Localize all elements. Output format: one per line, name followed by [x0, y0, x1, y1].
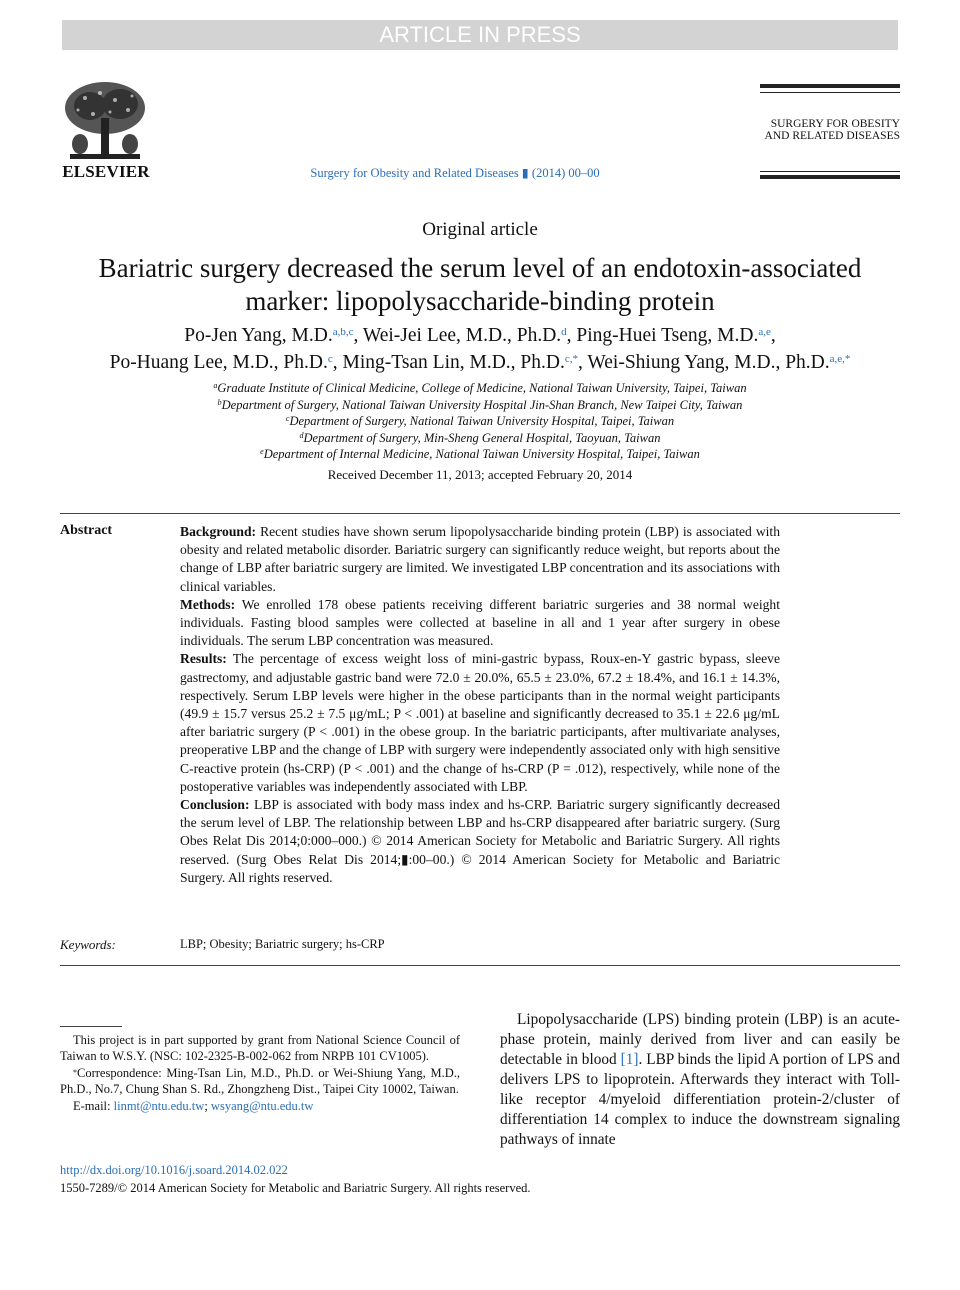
journal-title-line: SURGERY FOR OBESITY: [770, 118, 900, 130]
affiliations: [60, 380, 900, 463]
author-name: Ming-Tsan Lin, M.D., Ph.D.: [342, 352, 565, 373]
journal-citation-link[interactable]: Surgery for Obesity and Related Diseases ▮ (2014) 00–00: [310, 166, 600, 180]
masthead-rule: [760, 171, 900, 172]
body-paragraph: Lipopolysaccharide (LPS) binding protein (LBP) is an acute-phase protein, mainly derived from liver and can easily be detectable in blood [1]. LBP binds the lipid A portion of LPS and delivers LPS to lipoprotein. Afterwards they interact with Toll-like receptor 4/myeloid differentiation protein-2/cluster of differentiation 14 complex to induce the downstream signaling pathways of innate: [500, 1011, 900, 1148]
doi-link[interactable]: http://dx.doi.org/10.1016/j.soard.2014.02.022: [60, 1163, 288, 1177]
received-dates: Received December 11, 2013; accepted February 20, 2014: [327, 467, 633, 482]
author-line: Po-Huang Lee, M.D., Ph.D.$^c$, Ming-Tsan Lin, M.D., Ph.D.$^{c,*}$, Wei-Shiung Yang, M.D., Ph.D.$^{a,e,*}$: [109, 352, 851, 373]
article-type: Original article: [422, 219, 538, 240]
affiliation: $^e$Department of Internal Medicine, National Taiwan University Hospital, Taipei, Taiwan: [260, 447, 700, 462]
abstract-results: Results: The percentage of excess weight loss of mini-gastric bypass, Roux-en-Y gastric bypass, sleeve gastrectomy, and adjustable gastric band were 72.0 ± 20.0%, 65.5 ± 23.0%, 67.2 ± 18.4%, and 16.1 ± 14.3%, respectively. Serum LBP levels were higher in the obese participants than in the normal weight participants (49.9 ± 15.7 versus 25.2 ± 7.5 μg/mL; P < .001) at baseline and significantly decreased to 35.1 ± 22.6 μg/mL after bariatric surgery (P < .001) in the obese group. In the bariatric participants, after multivariate analyses, preoperative LBP and the change of LBP with surgery were independently associated only with high sensitive C-reactive protein (hs-CRP) (P < .001) and the change of hs-CRP (P = .012), respectively, while none of the postoperative variables was independently associated with LBP.: [180, 651, 781, 794]
elsevier-tree-logo: [60, 78, 150, 164]
affiliation: $^a$Graduate Institute of Clinical Medicine, College of Medicine, National Taiwan University, Taipei, Taiwan: [213, 381, 747, 395]
author-affil-mark[interactable]: c: [327, 353, 333, 365]
author-name: Po-Huang Lee, M.D., Ph.D.: [109, 352, 328, 373]
author-affil-mark[interactable]: c,*: [564, 353, 579, 365]
copyright-line: 1550-7289/© 2014 American Society for Metabolic and Bariatric Surgery. All rights reserved.: [60, 1181, 531, 1195]
masthead-rule: [760, 92, 900, 93]
abstract-conclusion: Conclusion: LBP is associated with body mass index and hs-CRP. Bariatric surgery significantly decreased the serum level of LBP. The relationship between LBP and hs-CRP disappeared after bariatric surgery. (Surg Obes Relat Dis 2014;0:000–000.) © 2014 American Society for Metabolic and Bariatric Surgery. All rights reserved. (Surg Obes Relat Dis 2014;▮:00–00.) © 2014 American Society for Metabolic and Bariatric Surgery. All rights reserved.: [180, 797, 780, 885]
article-title: Bariatric surgery decreased the serum level of an endotoxin-associated marker: lipopolysaccharide-binding protein: [98, 253, 862, 316]
abstract-label: Abstract: [60, 523, 113, 538]
masthead-rule: [760, 175, 900, 179]
author-affil-mark[interactable]: a,b,c: [332, 326, 354, 338]
abstract-methods: Methods: We enrolled 178 obese patients receiving different bariatric surgeries and 38 normal weight individuals. Fasting blood samples were collected at baseline in all and 1 year after surgery in obese individuals. The serum LBP concentration was measured.: [180, 596, 781, 649]
body-text: [500, 1010, 900, 1150]
author-name: Wei-Jei Lee, M.D., Ph.D.: [362, 325, 562, 346]
affiliation: $^c$Department of Surgery, National Taiwan University Hospital, Taipei, Taiwan: [285, 414, 675, 429]
author-affil-mark[interactable]: a,e,*: [829, 353, 851, 365]
author-name: Ping-Huei Tseng, M.D.: [576, 325, 759, 346]
author-affil-mark[interactable]: a,e: [758, 326, 771, 338]
reference-link[interactable]: [1]: [620, 1051, 639, 1068]
article-in-press-banner: ARTICLE IN PRESS: [62, 20, 898, 50]
footnote-rule: [60, 1026, 122, 1027]
journal-title: [740, 118, 900, 142]
journal-title-line: AND RELATED DISEASES: [764, 130, 900, 142]
abstract-body: [180, 523, 780, 887]
author-affil-mark[interactable]: d: [561, 326, 567, 338]
abstract-top-rule: [60, 513, 900, 514]
affiliation: $^d$Department of Surgery, Min-Sheng General Hospital, Taoyuan, Taiwan: [299, 430, 661, 445]
keywords: LBP; Obesity; Bariatric surgery; hs-CRP: [180, 937, 385, 951]
footnote-grant: This project is in part supported by grant from National Science Council of Taiwan to W.S.Y. (NSC: 102-2325-B-002-062 from NRPB 101 CV1005).: [60, 1033, 460, 1064]
email-link[interactable]: wsyang@ntu.edu.tw: [210, 1098, 314, 1113]
publisher-name: ELSEVIER: [62, 162, 150, 181]
abstract-background: Background: Recent studies have shown serum lipopolysaccharide binding protein (LBP) is associated with obesity and related metabolic disorder. Bariatric surgery can significantly reduce weight, but reports about the change of LBP after bariatric surgery are limited. We investigated LBP concentration and its associations with clinical variables.: [180, 524, 780, 594]
author-name: Wei-Shiung Yang, M.D., Ph.D.: [587, 352, 830, 373]
author-line: Po-Jen Yang, M.D.$^{a,b,c}$, Wei-Jei Lee, M.D., Ph.D.$^d$, Ping-Huei Tseng, M.D.$^{a,e}$,: [184, 325, 776, 346]
email-link[interactable]: linmt@ntu.edu.tw: [113, 1098, 205, 1113]
author-list: [40, 322, 920, 376]
masthead-rule: [760, 84, 900, 88]
footnote-correspondence: *Correspondence: Ming-Tsan Lin, M.D., Ph.D. or Wei-Shiung Yang, M.D., Ph.D., No.7, Chung Shan S. Rd., Zhongzheng Dist., Taipei City 10002, Taiwan.: [60, 1065, 460, 1097]
abstract-bottom-rule: [60, 965, 900, 966]
footnote-email: E-mail: linmt@ntu.edu.tw; wsyang@ntu.edu.tw: [73, 1098, 314, 1113]
keywords-label: Keywords:: [60, 937, 116, 952]
affiliation: $^b$Department of Surgery, National Taiwan University Hospital Jin-Shan Branch, New Taipei City, Taiwan: [217, 397, 743, 412]
author-name: Po-Jen Yang, M.D.: [184, 325, 333, 346]
footnotes: [60, 1032, 460, 1114]
